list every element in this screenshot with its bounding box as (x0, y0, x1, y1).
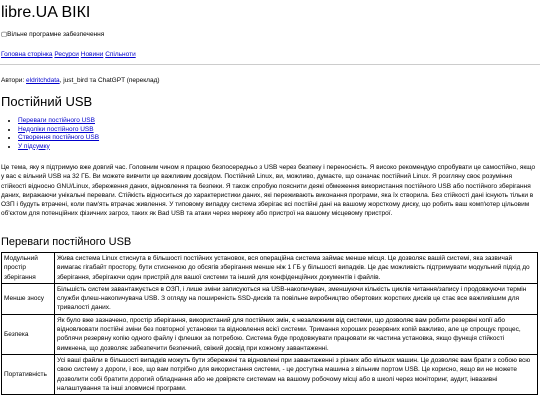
table-row (2, 354, 538, 394)
benefits-table (1, 252, 538, 395)
divider (0, 64, 540, 65)
authors-rest: , just_bird та ChatGPT (переклад) (59, 77, 160, 84)
toc-link-benefits[interactable]: Переваги постійного USB (18, 117, 95, 124)
authors-prefix: Автори: (1, 77, 27, 84)
benefit-text: Як було вже зазначено, простір зберігання, використаний для постійних змін, є незалежним від системи, що дозволяє вам робити резервні копії або відновлювати постійні зміни без повторної установки та відновлення всієї системи. Тримання хороших резервних копій важливо, але це спрощує процес, роблячи резервну копію одного файлу і флешки за потребою. Система буде продовжувати працювати як частина установка, якщо функція стійкості вимкнена, що дозволяє забезпечити безпечний, свіжий досвід при кожному завантаженні. (55, 314, 538, 354)
toc-item (18, 134, 99, 143)
nav-link-home[interactable]: Головна сторінка (1, 51, 53, 58)
benefit-name: Модульний простір зберігання (2, 253, 55, 284)
nav-link-news[interactable]: Новини (80, 51, 104, 58)
table-row (2, 253, 538, 284)
benefit-name: Портативність (2, 354, 55, 394)
toc-item (18, 126, 99, 135)
author-link[interactable]: eldritchdata (26, 77, 60, 84)
nav-link-communities[interactable]: Спільноти (105, 51, 136, 58)
table-row (2, 283, 538, 314)
page-title: Постійний USB (1, 94, 93, 109)
benefit-name: Менше зносу (2, 283, 55, 314)
benefit-text: Усі ваші файли в більшості випадків можуть бути збережені та відновлені при завантаженні з різних або кількох машин. Це дозволяє вам брати з собою всю свою систему з дороги, і все, що вам потрібно для використання системи, - це доступна машина з вільним портом USB. Це корисно, якщо ви не можете дозволити собі братити дорогий обладнання або не довіряєте системам на вашому робочому місці або в школі через моніторинг, аудит, інвазивні налаштування та інші зловмисні програми. (55, 354, 538, 394)
intro-paragraph: Це тема, яку я підтримую вже довгий час. Головним чином я працюю безпосередньо з USB через безпеку і переносність. Я високо рекомендую спробувати це самостійно, якщо у вас є вільний USB на 32 ГБ. Ви можете вивчити це важливим досвідом. Постійний Linux, ви, можливо, думаєте, що означає постійний Linux. Я розгляну своє розуміння стійкості відносно GNU/Linux, збереження даних, відновлення та безпеки. Я також спробую пояснити деякі обмеження використання постійного USB або постійного зберігання даних, виражаючи унікальні переваги. Стійкість відноситься до характеристики даних, які переживають виконання програми, яка їх створила. Без стійкості дані існують тільки в ОЗП і будуть втрачені, коли пам'ять втрачає живлення. У типовому випадку система зберігає всі постійні дані на вашому жорсткому диску, що робить ваш комп'ютер цільовим об'єктом для потенційних фізичних загроз, таких як Bad USB та атаки через мережу або пристрої на вашому місцевому пристрої. (1, 164, 536, 218)
benefit-text: Жива система Linux стиснута в більшості постійних установок, вся операційна система займає менше місця. Це дозволяє вашій системі, яка зазвичай вимагає гігабайт простору, бути стисненою до обсягів зберігання менше ніж 1 ГБ у більшості випадків. Це дає можливість підтримувати модульний підхід до зберігання, зберігаючи один пристрій для вашої системи та інший для конфіденційних документів і файлів. (55, 253, 538, 284)
site-title: libre.UA ВІКІ (1, 4, 91, 21)
table-row (2, 314, 538, 354)
section-title-benefits: Переваги постійного USB (1, 236, 132, 248)
toc-link-summary[interactable]: У підсумку (18, 142, 50, 150)
toc-item (18, 143, 99, 152)
table-of-contents (9, 117, 99, 151)
toc-link-drawbacks[interactable]: Недоліки постійного USB (18, 125, 94, 133)
toc-link-creating[interactable]: Створення постійного USB (18, 134, 100, 141)
benefit-name: Безпека (2, 314, 55, 354)
main-nav (1, 51, 136, 58)
benefit-text: Більшість систем завантажується в ОЗП, і лише зміни записуються на USB-накопичувач, зменшуючи кількість циклів читання/запису і продовжуючи термін служби флеш-накопичувача USB. З огляду на поширеність SSD-дисків та повільне виробництво обертових жорстких дисків це стає все важливішим для тривалості даних. (55, 283, 538, 314)
toc-item (18, 117, 99, 126)
site-subtitle: ▢Вільне програмне забезпечення (1, 31, 105, 38)
nav-link-resources[interactable]: Ресурси (54, 51, 79, 58)
authors-line (1, 77, 160, 84)
